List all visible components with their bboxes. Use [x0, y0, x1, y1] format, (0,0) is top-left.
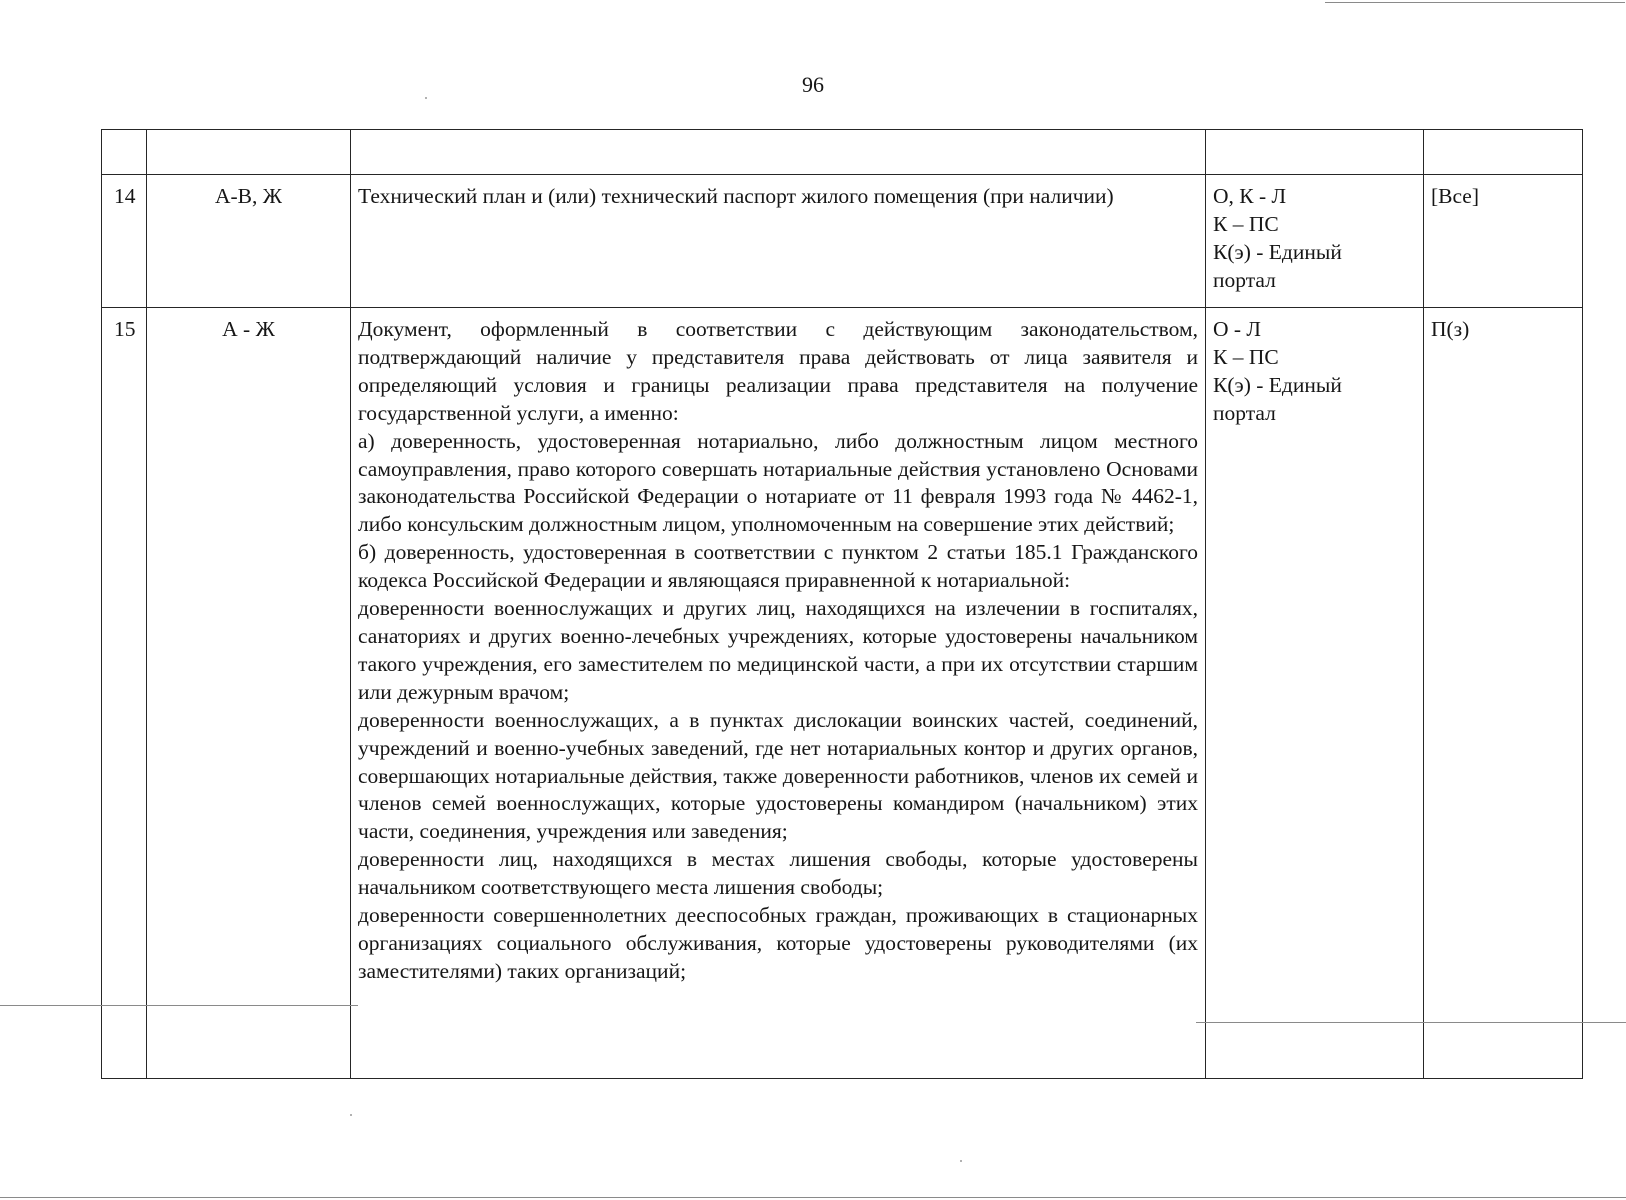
channel-line: О - Л [1213, 317, 1262, 341]
table-header-row [102, 130, 1583, 175]
document-note: [Все] [1424, 175, 1583, 308]
description-paragraph: Документ, оформленный в соответствии с действующим законодательством, подтверждающий наличие у представителя права действовать от лица заявителя и определяющий условия и границы реализации права представителя на получение государственной услуги, а именно: [358, 317, 1198, 425]
channel-line: К(э) - Единый [1213, 239, 1342, 264]
table-row [102, 175, 1583, 308]
description-paragraph: а) доверенность, удостоверенная нотариально, либо должностным лицом местного самоуправления, право которого совершать нотариальные действия установлено Основами законодательства Российской Федерации о нотариате от 11 февраля 1993 года № 4462-1, либо консульским должностным лицом, уполномоченным на совершение этих действий; [358, 428, 1198, 537]
document-note: П(з) [1424, 308, 1583, 1079]
table-cell [1424, 130, 1583, 175]
table-cell [351, 130, 1206, 175]
table-cell [102, 130, 147, 175]
channel-line: К – ПС [1213, 211, 1279, 236]
scan-artifact-line [1196, 1022, 1626, 1023]
documents-table [101, 129, 1583, 1079]
document-description [351, 308, 1206, 1079]
description-paragraph: доверенности совершеннолетних дееспособных граждан, проживающих в стационарных организациях социального обслуживания, которые удостоверены руководителями (их заместителями) таких организаций; [358, 903, 1198, 983]
table-cell [1206, 130, 1424, 175]
page-number: 96 [802, 72, 824, 97]
channel-line: К – ПС [1213, 344, 1279, 369]
scan-artifact-line [0, 1197, 1626, 1198]
scan-artifact-line [1325, 2, 1625, 3]
description-paragraph: б) доверенность, удостоверенная в соответствии с пунктом 2 статьи 185.1 Гражданского кодекса Российской Федерации и являющаяся приравненной к нотариальной: [358, 540, 1198, 593]
scan-speck [960, 1160, 962, 1162]
table-row [102, 308, 1583, 1079]
submission-channels [1206, 175, 1424, 308]
channel-line: К(э) - Единый [1213, 372, 1342, 397]
submission-channels [1206, 308, 1424, 1079]
document-description [351, 175, 1206, 308]
description-paragraph: доверенности военнослужащих и других лиц, находящихся на излечении в госпиталях, санаториях и других военно-лечебных учреждениях, которые удостоверены начальником такого учреждения, его заместителем по медицинской части, а при их отсутствии старшим или дежурным врачом; [358, 596, 1198, 704]
channel-line: портал [1213, 400, 1276, 425]
applicant-codes: А - Ж [147, 308, 351, 1079]
scan-artifact-line [0, 1005, 358, 1006]
description-paragraph: доверенности лиц, находящихся в местах лишения свободы, которые удостоверены начальником соответствующего места лишения свободы; [358, 847, 1198, 900]
table-cell [147, 130, 351, 175]
channel-line: портал [1213, 267, 1276, 292]
row-number: 14 [102, 175, 147, 308]
row-number: 15 [102, 308, 147, 1079]
channel-line: О, К - Л [1213, 184, 1287, 208]
description-paragraph: доверенности военнослужащих, а в пунктах дислокации воинских частей, соединений, учреждений и военно-учебных заведений, где нет нотариальных контор и других органов, совершающих нотариальные действия, также доверенности работников, членов их семей и членов семей военнослужащих, которые удостоверены командиром (начальником) этих части, соединения, учреждения или заведения; [358, 707, 1198, 844]
scan-speck [350, 1114, 352, 1116]
scan-speck [425, 97, 427, 99]
description-paragraph: Технический план и (или) технический паспорт жилого помещения (при наличии) [358, 184, 1114, 208]
applicant-codes: А-В, Ж [147, 175, 351, 308]
